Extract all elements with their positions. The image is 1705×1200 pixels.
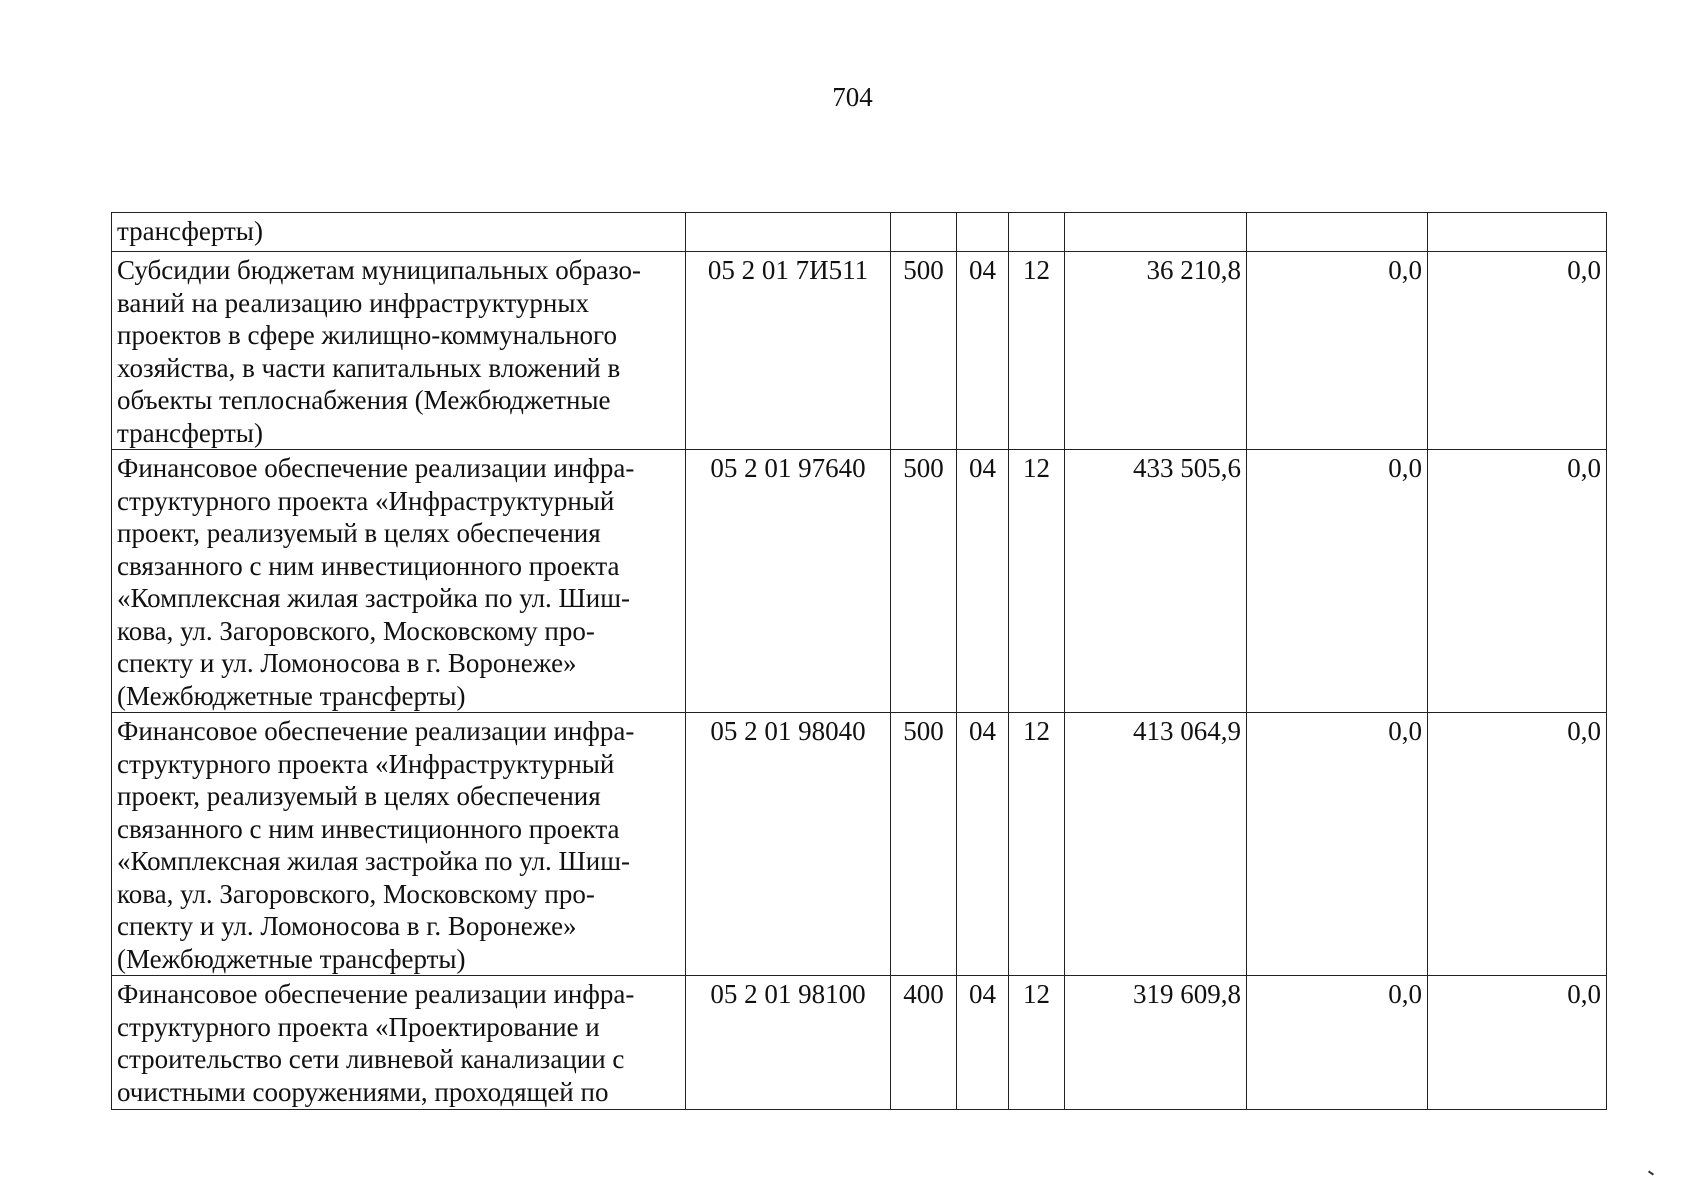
- table-row: [112, 450, 1607, 713]
- amount-year-1: [1065, 213, 1247, 252]
- table-row: [112, 713, 1607, 976]
- description-line: Финансовое обеспечение реализации инфра-: [117, 716, 635, 746]
- target-article-code: 05 2 01 98040: [686, 713, 891, 976]
- section-code: 04: [957, 976, 1009, 1110]
- description-line: трансферты): [117, 417, 263, 448]
- description-line: ваний на реализацию инфраструктурных: [117, 287, 590, 318]
- amount-year-2: [1247, 213, 1428, 252]
- description-cell: [112, 450, 686, 713]
- table-row: [112, 252, 1607, 450]
- description-line: Субсидии бюджетам муниципальных образо-: [117, 255, 641, 285]
- page-number: 704: [832, 82, 873, 112]
- table-row: [112, 976, 1607, 1110]
- section-code: 04: [957, 252, 1009, 450]
- subsection-code: 12: [1009, 713, 1065, 976]
- description-cell: [112, 976, 686, 1110]
- amount-year-2: 0,0: [1247, 976, 1428, 1110]
- description-line: структурного проекта «Инфраструктурный: [117, 485, 615, 516]
- description-line: связанного с ним инвестиционного проекта: [117, 813, 620, 844]
- description-line: структурного проекта «Проектирование и: [117, 1011, 600, 1042]
- section-code: 04: [957, 713, 1009, 976]
- subsection-code: [1009, 213, 1065, 252]
- description-line: структурного проекта «Инфраструктурный: [117, 748, 615, 779]
- scan-artifact: [1648, 1170, 1654, 1175]
- description-line: трансферты): [117, 216, 263, 246]
- description-line: строительство сети ливневой канализации с: [117, 1044, 625, 1074]
- amount-year-1: 36 210,8: [1065, 252, 1247, 450]
- description-line: очистными сооружениями, проходящей по: [117, 1076, 609, 1107]
- description-line: (Межбюджетные трансферты): [117, 943, 466, 974]
- description-cell: [112, 713, 686, 976]
- description-line: «Комплексная жилая застройка по ул. Шиш-: [117, 846, 631, 876]
- section-code: [957, 213, 1009, 252]
- expense-type-code: 500: [891, 450, 957, 713]
- expense-type-code: [891, 213, 957, 252]
- description-line: проект, реализуемый в целях обеспечения: [117, 518, 601, 548]
- description-cell: [112, 213, 686, 252]
- amount-year-1: 413 064,9: [1065, 713, 1247, 976]
- description-line: спекту и ул. Ломоносова в г. Воронеже»: [117, 648, 577, 678]
- description-line: хозяйства, в части капитальных вложений в: [117, 352, 621, 383]
- subsection-code: 12: [1009, 450, 1065, 713]
- target-article-code: 05 2 01 97640: [686, 450, 891, 713]
- amount-year-3: [1428, 213, 1607, 252]
- description-cell: [112, 252, 686, 450]
- amount-year-1: 433 505,6: [1065, 450, 1247, 713]
- description-line: «Комплексная жилая застройка по ул. Шиш-: [117, 583, 631, 613]
- description-line: проект, реализуемый в целях обеспечения: [117, 781, 601, 811]
- description-line: объекты теплоснабжения (Межбюджетные: [117, 385, 611, 415]
- amount-year-3: 0,0: [1428, 713, 1607, 976]
- amount-year-1: 319 609,8: [1065, 976, 1247, 1110]
- description-line: кова, ул. Загоровского, Московскому про-: [117, 615, 595, 646]
- expense-type-code: 500: [891, 252, 957, 450]
- target-article-code: [686, 213, 891, 252]
- description-line: Финансовое обеспечение реализации инфра-: [117, 979, 635, 1009]
- expense-type-code: 500: [891, 713, 957, 976]
- description-line: спекту и ул. Ломоносова в г. Воронеже»: [117, 911, 577, 941]
- amount-year-3: 0,0: [1428, 976, 1607, 1110]
- amount-year-2: 0,0: [1247, 713, 1428, 976]
- budget-table: [111, 212, 1607, 1110]
- amount-year-3: 0,0: [1428, 252, 1607, 450]
- target-article-code: 05 2 01 98100: [686, 976, 891, 1110]
- section-code: 04: [957, 450, 1009, 713]
- amount-year-3: 0,0: [1428, 450, 1607, 713]
- subsection-code: 12: [1009, 976, 1065, 1110]
- amount-year-2: 0,0: [1247, 450, 1428, 713]
- description-line: кова, ул. Загоровского, Московскому про-: [117, 878, 595, 909]
- target-article-code: 05 2 01 7И511: [686, 252, 891, 450]
- amount-year-2: 0,0: [1247, 252, 1428, 450]
- subsection-code: 12: [1009, 252, 1065, 450]
- description-line: Финансовое обеспечение реализации инфра-: [117, 453, 635, 483]
- table-row: [112, 213, 1607, 252]
- description-line: (Межбюджетные трансферты): [117, 680, 466, 711]
- description-line: проектов в сфере жилищно-коммунального: [117, 320, 617, 350]
- description-line: связанного с ним инвестиционного проекта: [117, 550, 620, 581]
- expense-type-code: 400: [891, 976, 957, 1110]
